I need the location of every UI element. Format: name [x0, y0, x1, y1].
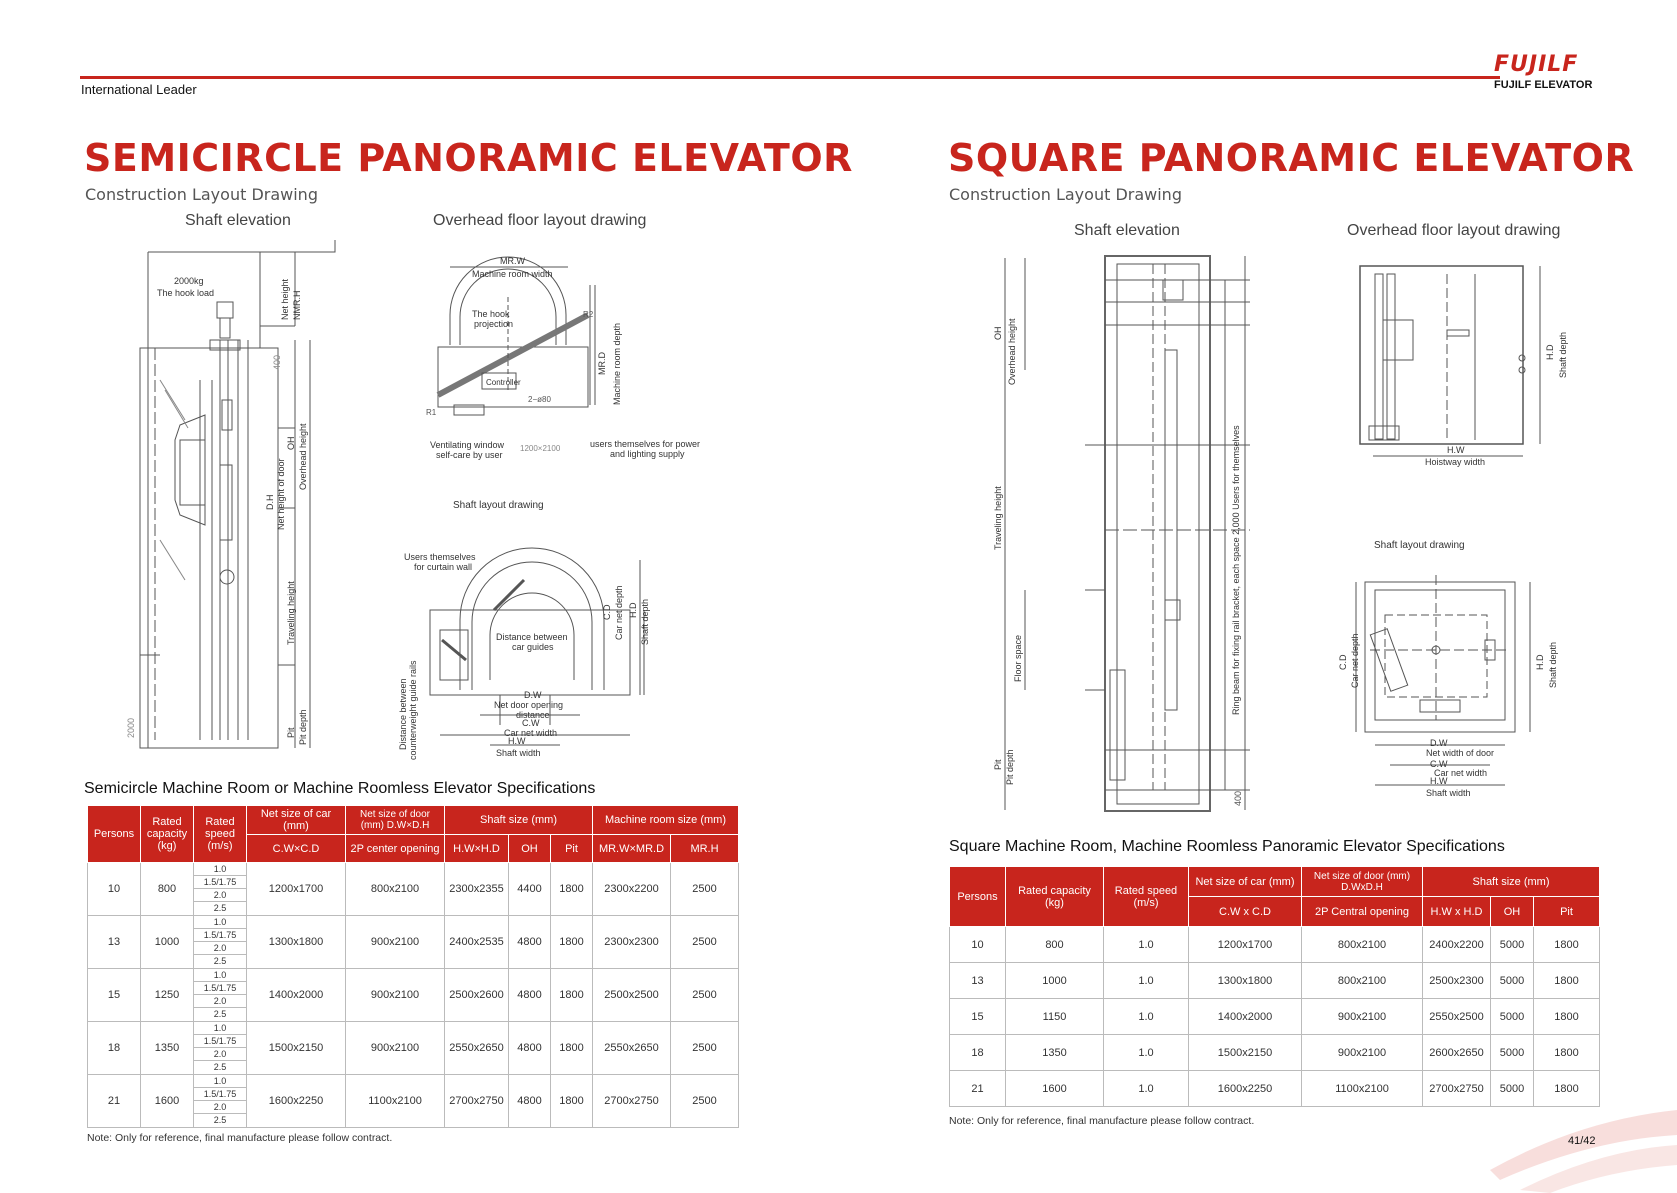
- speed-value: 2.0: [194, 1101, 246, 1114]
- oh-label: OH: [286, 436, 296, 450]
- cell-car: 1600x2250: [1189, 1071, 1302, 1107]
- cell-oh: 4800: [509, 1022, 551, 1075]
- cell-persons: 21: [88, 1075, 141, 1128]
- hook-load-value: 2000kg: [174, 276, 204, 286]
- cell-oh: 4400: [509, 863, 551, 916]
- sq-overhead-height-label: Overhead height: [1007, 318, 1017, 385]
- cell-speeds: [194, 916, 247, 969]
- sq-shaft-width-label: Shaft width: [1426, 788, 1471, 798]
- cell-speed: 1.0: [1104, 963, 1189, 999]
- right-spec-title: Square Machine Room, Machine Roomless Panoramic Elevator Specifications: [949, 838, 1505, 855]
- right-shaft-layout-caption: Shaft layout drawing: [1374, 540, 1465, 551]
- sq-th-pit: Pit: [1534, 897, 1600, 927]
- cell-persons: 10: [950, 927, 1006, 963]
- sq-hw-label: H.W: [1447, 445, 1465, 455]
- controller-label: Controller: [486, 378, 521, 387]
- header-rule: [80, 76, 1500, 79]
- cell-pit: 1800: [1534, 1035, 1600, 1071]
- cell-shaft: 2300x2355: [445, 863, 509, 916]
- dim-400-label: 400: [272, 354, 282, 370]
- left-note: Note: Only for reference, final manufacture please follow contract.: [87, 1132, 393, 1144]
- cell-door: 900x2100: [346, 969, 445, 1022]
- th-2p-center: 2P center opening: [346, 835, 445, 863]
- cell-persons: 15: [950, 999, 1006, 1035]
- cell-shaft: 2500x2300: [1423, 963, 1491, 999]
- sq-th-car-size: Net size of car (mm): [1189, 867, 1302, 897]
- cell-capacity: 1600: [141, 1075, 194, 1128]
- cell-speed: 1.0: [1104, 1071, 1189, 1107]
- semicircle-spec-table: [87, 805, 739, 1128]
- cell-shaft: 2700x2750: [1423, 1071, 1491, 1107]
- cell-pit: 1800: [1534, 1071, 1600, 1107]
- cell-capacity: 1000: [141, 916, 194, 969]
- hook-load-label: The hook load: [157, 288, 215, 298]
- cell-door: 800x2100: [1302, 927, 1423, 963]
- sq-pit-label: Pit: [993, 759, 1003, 770]
- speed-value: 1.5/1.75: [194, 1035, 246, 1048]
- speed-value: 1.0: [194, 1075, 246, 1088]
- cell-door: 900x2100: [346, 1022, 445, 1075]
- dim-2000-label: 2000: [126, 717, 136, 738]
- cell-pit: 1800: [551, 969, 593, 1022]
- cell-shaft: 2600x2650: [1423, 1035, 1491, 1071]
- th-mr-size: Machine room size (mm): [593, 806, 739, 835]
- right-overhead-caption: Overhead floor layout drawing: [1347, 222, 1561, 239]
- cell-mr: 2550x2650: [593, 1022, 671, 1075]
- opening-size-label: 1200×2100: [520, 444, 561, 453]
- cell-car: 1200x1700: [1189, 927, 1302, 963]
- sq-cd-label: C.D: [1338, 654, 1348, 670]
- th-hw-hd: H.W×H.D: [445, 835, 509, 863]
- left-shaft-caption: Shaft elevation: [185, 212, 291, 229]
- semicircle-overhead-layout-drawing: [420, 255, 710, 465]
- cell-oh: 5000: [1491, 963, 1534, 999]
- sq-th-2p-central: 2P Central opening: [1302, 897, 1423, 927]
- cell-oh: 4800: [509, 969, 551, 1022]
- mr-d-label: MR.D: [597, 352, 607, 375]
- speed-value: 2.5: [213, 956, 227, 966]
- sq-shaft-depth-label: Shaft depth: [1558, 331, 1568, 378]
- right-note: Note: Only for reference, final manufacture please follow contract.: [949, 1115, 1255, 1127]
- square-overhead-layout-drawing: [1355, 260, 1575, 470]
- cell-capacity: 1600: [1006, 1071, 1104, 1107]
- table-row: [88, 1075, 739, 1128]
- sq-th-shaft-size: Shaft size (mm): [1423, 867, 1600, 897]
- cell-door: 900x2100: [1302, 999, 1423, 1035]
- cell-car: 1400x2000: [1189, 999, 1302, 1035]
- table-row: [950, 1035, 1600, 1071]
- cell-mrh: 2500: [671, 1022, 739, 1075]
- header-tagline: International Leader: [81, 82, 197, 97]
- net-height-label: Net height: [280, 278, 290, 320]
- th-door-size: Net size of door (mm) D.W×D.H: [346, 806, 445, 835]
- pit-label: Pit: [286, 727, 296, 738]
- sq-traveling-height-label: Traveling height: [993, 486, 1003, 550]
- cell-door: 800x2100: [346, 863, 445, 916]
- sq-th-speed: Rated speed (m/s): [1104, 867, 1189, 927]
- car-guides-label: Distance between: [496, 632, 568, 642]
- cell-persons: 18: [88, 1022, 141, 1075]
- dw-label: D.W: [524, 690, 542, 700]
- cd-label: C.D: [602, 604, 612, 620]
- cell-mr: 2300x2300: [593, 916, 671, 969]
- brand-logo: FUJILF: [1494, 52, 1579, 77]
- th-shaft-size: Shaft size (mm): [445, 806, 593, 835]
- sq-pit-depth-label: Pit depth: [1005, 749, 1015, 785]
- cell-capacity: 1000: [1006, 963, 1104, 999]
- vent-label-2: self-care by user: [436, 450, 503, 460]
- door-opening-label-2: distance: [516, 710, 550, 720]
- right-subtitle: Construction Layout Drawing: [949, 185, 1182, 204]
- curtain-wall-label: Users themselves: [404, 552, 476, 562]
- speed-value: 2.5: [213, 1009, 227, 1019]
- cell-shaft: 2550x2500: [1423, 999, 1491, 1035]
- door-height-label: Net height of door: [276, 458, 286, 530]
- power-label-2: and lighting supply: [610, 449, 685, 459]
- brand-logo-subtitle: FUJILF ELEVATOR: [1494, 79, 1593, 91]
- cell-speeds: [194, 1075, 247, 1128]
- sq-cw-label: C.W: [1430, 759, 1448, 769]
- speed-value: 2.5: [213, 1062, 227, 1072]
- pit-depth-label: Pit depth: [298, 709, 308, 745]
- cell-door: 900x2100: [346, 916, 445, 969]
- car-net-depth-label: Car net depth: [614, 585, 624, 640]
- cell-pit: 1800: [551, 863, 593, 916]
- cell-speeds: [194, 863, 247, 916]
- cell-pit: 1800: [1534, 963, 1600, 999]
- cell-capacity: 800: [141, 863, 194, 916]
- cell-persons: 10: [88, 863, 141, 916]
- cell-speed: 1.0: [1104, 1035, 1189, 1071]
- sq-hd-label: H.D: [1545, 344, 1555, 360]
- traveling-height-label: Traveling height: [286, 581, 296, 645]
- cell-persons: 21: [950, 1071, 1006, 1107]
- square-shaft-elevation-drawing: [985, 250, 1255, 815]
- cell-shaft: 2400x2200: [1423, 927, 1491, 963]
- table-row: [950, 927, 1600, 963]
- cell-oh: 5000: [1491, 927, 1534, 963]
- cell-shaft: 2500x2600: [445, 969, 509, 1022]
- cell-door: 1100x2100: [346, 1075, 445, 1128]
- semicircle-shaft-layout-drawing: [400, 550, 670, 760]
- speed-value: 2.5: [213, 903, 227, 913]
- speed-value: 1.0: [194, 863, 246, 876]
- left-subtitle: Construction Layout Drawing: [85, 185, 318, 204]
- cell-capacity: 800: [1006, 927, 1104, 963]
- cell-car: 1300x1800: [247, 916, 346, 969]
- table-row: [950, 1071, 1600, 1107]
- cell-car: 1500x2150: [247, 1022, 346, 1075]
- cell-oh: 5000: [1491, 1071, 1534, 1107]
- decorative-swoosh: [1490, 1110, 1677, 1193]
- door-opening-label: Net door opening: [494, 700, 564, 710]
- cell-mrh: 2500: [671, 969, 739, 1022]
- table-row: [88, 863, 739, 916]
- hw-label: H.W: [508, 736, 526, 746]
- cell-persons: 15: [88, 969, 141, 1022]
- speed-value: 1.0: [194, 969, 246, 982]
- th-speed: Rated speed (m/s): [194, 806, 247, 863]
- cell-mr: 2500x2500: [593, 969, 671, 1022]
- speed-value: 2.0: [194, 889, 246, 902]
- nmr-h-label: NMR.H: [292, 290, 302, 320]
- cell-speeds: [194, 969, 247, 1022]
- sq-car-width-label: Car net width: [1434, 768, 1488, 778]
- cell-speed: 1.0: [1104, 927, 1189, 963]
- mr-width-label: Machine room width: [472, 269, 553, 279]
- cell-pit: 1800: [1534, 927, 1600, 963]
- sq-th-oh: OH: [1491, 897, 1534, 927]
- speed-value: 1.5/1.75: [194, 982, 246, 995]
- hook-projection-label: The hook: [472, 309, 510, 319]
- th-capacity: Rated capacity (kg): [141, 806, 194, 863]
- hd-label: H.D: [628, 602, 638, 618]
- cell-mrh: 2500: [671, 1075, 739, 1128]
- cell-persons: 18: [950, 1035, 1006, 1071]
- cell-persons: 13: [950, 963, 1006, 999]
- cell-oh: 5000: [1491, 999, 1534, 1035]
- th-car-size: Net size of car (mm): [247, 806, 346, 835]
- car-net-width-label: Car net width: [504, 728, 558, 738]
- cell-pit: 1800: [551, 1022, 593, 1075]
- cell-car: 1300x1800: [1189, 963, 1302, 999]
- hook-projection-label-2: projection: [474, 319, 514, 329]
- mr-depth-label: Machine room depth: [612, 322, 622, 405]
- cell-oh: 4800: [509, 916, 551, 969]
- cell-car: 1500x2150: [1189, 1035, 1302, 1071]
- th-oh: OH: [509, 835, 551, 863]
- cell-car: 1200x1700: [247, 863, 346, 916]
- cell-shaft: 2700x2750: [445, 1075, 509, 1128]
- th-mr-wd: MR.W×MR.D: [593, 835, 671, 863]
- th-cw-cd: C.W×C.D: [247, 835, 346, 863]
- cell-speeds: [194, 1022, 247, 1075]
- cell-shaft: 2400x2535: [445, 916, 509, 969]
- cell-door: 900x2100: [1302, 1035, 1423, 1071]
- curtain-wall-label-2: for curtain wall: [414, 562, 473, 572]
- sq-th-capacity: Rated capacity (kg): [1006, 867, 1104, 927]
- vent-label: Ventilating window: [430, 440, 505, 450]
- cell-mrh: 2500: [671, 863, 739, 916]
- speed-value: 2.0: [194, 1048, 246, 1061]
- car-guides-label-2: car guides: [512, 642, 554, 652]
- cw-rail-distance-label-2: counterweight guide rails: [408, 660, 418, 760]
- sq-th-persons: Persons: [950, 867, 1006, 927]
- cw-rail-distance-label: Distance between: [398, 678, 408, 750]
- page-number: 41/42: [1568, 1135, 1596, 1147]
- right-title: SQUARE PANORAMIC ELEVATOR: [948, 136, 1635, 180]
- sq-oh-label: OH: [993, 326, 1003, 340]
- cell-capacity: 1350: [1006, 1035, 1104, 1071]
- cell-pit: 1800: [551, 916, 593, 969]
- speed-value: 1.5/1.75: [194, 929, 246, 942]
- cell-car: 1600x2250: [247, 1075, 346, 1128]
- speed-value: 2.0: [194, 995, 246, 1008]
- cell-speed: 1.0: [1104, 999, 1189, 1035]
- speed-value: 2.0: [194, 942, 246, 955]
- th-persons: Persons: [88, 806, 141, 863]
- shaft-width-label: Shaft width: [496, 748, 541, 758]
- sq-floor-space-label: Floor space: [1013, 634, 1023, 682]
- left-title: SEMICIRCLE PANORAMIC ELEVATOR: [84, 136, 853, 180]
- cell-persons: 13: [88, 916, 141, 969]
- cell-oh: 5000: [1491, 1035, 1534, 1071]
- square-shaft-layout-drawing: [1330, 570, 1560, 805]
- right-shaft-caption: Shaft elevation: [1074, 222, 1180, 239]
- table-row: [950, 999, 1600, 1035]
- power-label: users themselves for power: [590, 439, 701, 449]
- cell-pit: 1800: [551, 1075, 593, 1128]
- speed-value: 2.5: [213, 1115, 227, 1125]
- dh-label: D.H: [265, 494, 275, 510]
- table-row: [88, 916, 739, 969]
- sq-th-cw-cd: C.W x C.D: [1189, 897, 1302, 927]
- cell-capacity: 1150: [1006, 999, 1104, 1035]
- sq-dim-400-label: 400: [1233, 790, 1243, 806]
- table-row: [88, 969, 739, 1022]
- th-pit: Pit: [551, 835, 593, 863]
- sq-th-door-size: Net size of door (mm) D.WxD.H: [1302, 867, 1423, 897]
- cw-label: C.W: [522, 718, 540, 728]
- hole-label: 2−ø80: [528, 395, 551, 404]
- cell-pit: 1800: [1534, 999, 1600, 1035]
- cell-door: 1100x2100: [1302, 1071, 1423, 1107]
- left-spec-title: Semicircle Machine Room or Machine Roomless Elevator Specifications: [84, 780, 596, 797]
- cell-mr: 2700x2750: [593, 1075, 671, 1128]
- sq-hw-label-2: H.W: [1430, 776, 1448, 786]
- shaft-depth-label: Shaft depth: [640, 598, 650, 645]
- semicircle-shaft-elevation-drawing: [120, 240, 350, 760]
- cell-mrh: 2500: [671, 916, 739, 969]
- r1-label: R1: [426, 408, 437, 417]
- speed-value: 1.0: [194, 1022, 246, 1035]
- sq-layout-hd-label: H.D: [1535, 654, 1545, 670]
- speed-value: 1.5/1.75: [194, 876, 246, 889]
- sq-car-depth-label: Car net depth: [1350, 633, 1360, 688]
- sq-th-hw-hd: H.W x H.D: [1423, 897, 1491, 927]
- sq-door-width-label: Net width of door: [1426, 748, 1495, 758]
- sq-hoistway-width-label: Hoistway width: [1425, 457, 1486, 467]
- speed-value: 1.5/1.75: [194, 1088, 246, 1101]
- sq-ring-beam-label: Ring beam for fixing rail bracket, each space 2,000 Users for themselves: [1231, 425, 1241, 715]
- th-mr-h: MR.H: [671, 835, 739, 863]
- cell-shaft: 2550x2650: [445, 1022, 509, 1075]
- cell-car: 1400x2000: [247, 969, 346, 1022]
- table-row: [88, 1022, 739, 1075]
- left-overhead-caption: Overhead floor layout drawing: [433, 212, 647, 229]
- left-shaft-layout-caption: Shaft layout drawing: [453, 500, 544, 511]
- square-spec-table: [949, 866, 1600, 1107]
- cell-capacity: 1250: [141, 969, 194, 1022]
- mr-w-label: MR.W: [500, 256, 525, 266]
- r2-label: R2: [583, 310, 594, 319]
- cell-capacity: 1350: [141, 1022, 194, 1075]
- sq-layout-shaft-depth-label: Shaft depth: [1548, 641, 1558, 688]
- sq-dw-label: D.W: [1430, 738, 1448, 748]
- cell-door: 800x2100: [1302, 963, 1423, 999]
- cell-oh: 4800: [509, 1075, 551, 1128]
- cell-mr: 2300x2200: [593, 863, 671, 916]
- speed-value: 1.0: [194, 916, 246, 929]
- table-row: [950, 963, 1600, 999]
- overhead-height-label: Overhead height: [298, 423, 308, 490]
